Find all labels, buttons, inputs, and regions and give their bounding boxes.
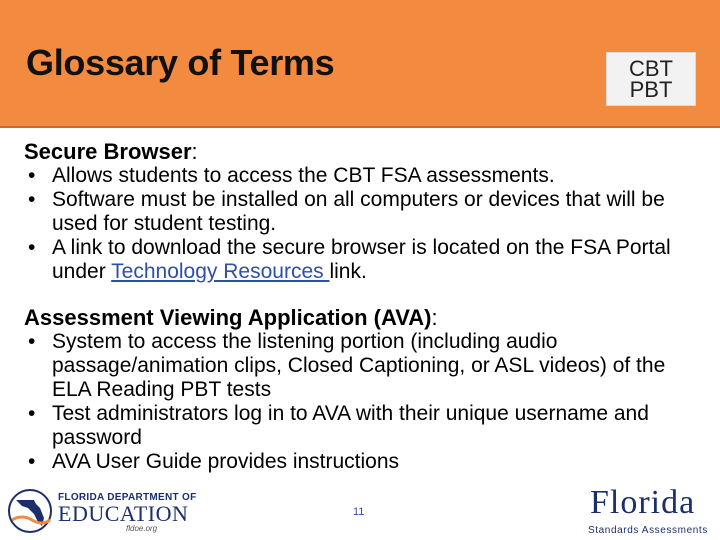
badge-cbt: CBT xyxy=(629,56,673,81)
technology-resources-link[interactable]: Technology Resources xyxy=(111,260,330,283)
list-item: • Allows students to access the CBT FSA assessments. xyxy=(24,164,704,188)
fsa-logo-main-text: Florida xyxy=(590,484,696,521)
fsa-logo-sub-text: Standards Assessments xyxy=(588,525,708,536)
section-title-secure-browser: Secure Browser: xyxy=(24,139,198,164)
secure-browser-list xyxy=(24,164,704,284)
fldoe-logo-main-text: EDUCATION xyxy=(58,501,189,526)
list-item: • AVA User Guide provides instructions xyxy=(24,450,704,474)
list-item: • Test administrators log in to AVA with their unique username and password xyxy=(24,402,704,450)
ava-list xyxy=(24,330,704,474)
section-title-ava: Assessment Viewing Application (AVA): xyxy=(24,305,438,330)
fldoe-logo xyxy=(6,488,197,534)
header-band xyxy=(0,0,720,128)
florida-state-icon xyxy=(6,488,54,534)
slide-content xyxy=(24,140,704,474)
page-number: 11 xyxy=(353,506,365,518)
fsa-logo xyxy=(588,484,716,538)
fldoe-logo-sub-text: fldoe.org xyxy=(126,524,158,533)
list-item: • System to access the listening portion (including audio passage/animation clips, Closed Captioning, or ASL videos) of the ELA Reading PBT tests xyxy=(24,330,704,402)
page-title: Glossary of Terms xyxy=(26,42,335,83)
badge-pbt: PBT xyxy=(629,77,673,102)
fldoe-logo-top-text: FLORIDA DEPARTMENT OF xyxy=(58,492,197,503)
test-mode-badge xyxy=(606,52,696,106)
list-item: • Software must be installed on all computers or devices that will be used for student testing. xyxy=(24,188,704,236)
list-item: • A link to download the secure browser is located on the FSA Portal under Technology Resources link. xyxy=(24,236,704,284)
